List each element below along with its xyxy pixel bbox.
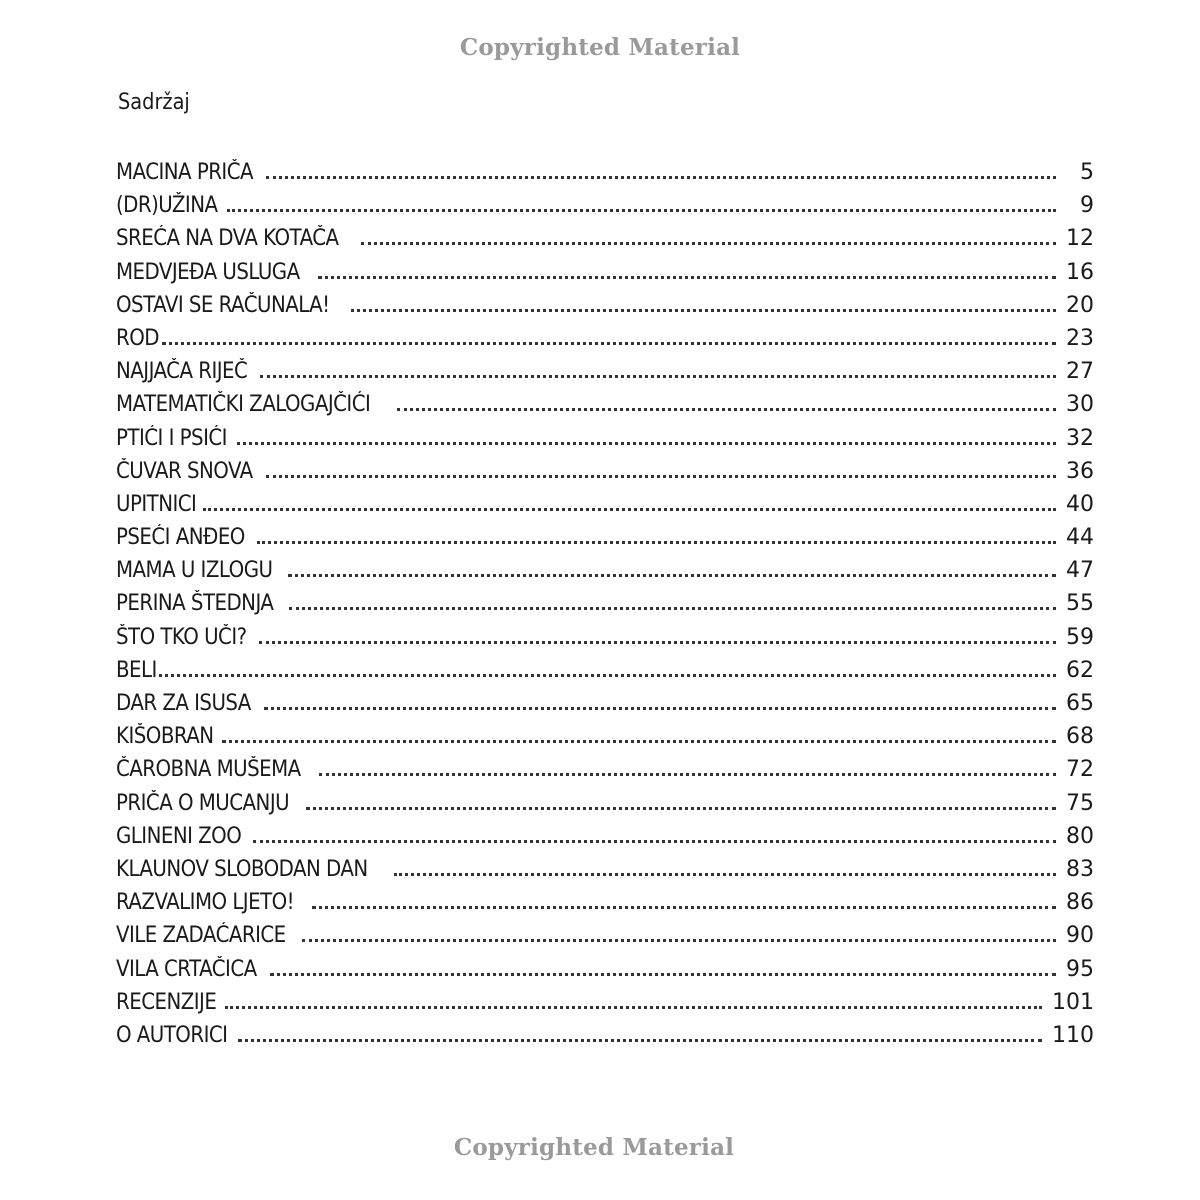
- dot-leader: [253, 840, 1056, 843]
- toc-entry-page-number: 12: [1066, 226, 1094, 252]
- toc-entry-page-number: 23: [1066, 325, 1094, 351]
- dot-leader: [270, 973, 1056, 976]
- toc-entry-page-number: 30: [1066, 392, 1094, 418]
- toc-entry: [116, 820, 1094, 853]
- toc-entry-title: RAZVALIMO LJETO!: [116, 890, 295, 916]
- toc-entry: [116, 554, 1094, 587]
- toc-entry: [116, 488, 1094, 521]
- dot-leader: [259, 641, 1056, 644]
- copyright-watermark-top: Copyrighted Material: [459, 34, 741, 61]
- dot-leader: [162, 342, 1056, 345]
- toc-entry-title: ŠTO TKO UČI?: [116, 624, 247, 650]
- toc-entry-page-number: 68: [1066, 724, 1094, 750]
- dot-leader: [318, 276, 1056, 279]
- toc-entry-page-number: 36: [1066, 458, 1094, 484]
- dot-leader: [238, 1039, 1042, 1042]
- toc-entry: [116, 919, 1094, 952]
- toc-entry: [116, 986, 1094, 1019]
- toc-entry-title: PRIČA O MUCANJU: [116, 790, 290, 816]
- toc-entry: [116, 621, 1094, 654]
- toc-entry: [116, 189, 1094, 222]
- dot-leader: [397, 408, 1056, 411]
- toc-entry-page-number: 62: [1066, 657, 1094, 683]
- toc-entry-title: RECENZIJE: [116, 989, 217, 1015]
- dot-leader: [351, 309, 1056, 312]
- toc-entry-page-number: 75: [1066, 790, 1094, 816]
- toc-entry-page-number: 27: [1066, 359, 1094, 385]
- toc-entry-title: VILE ZADAĆARICE: [116, 923, 286, 949]
- toc-entry: [116, 156, 1094, 189]
- toc-entry-title: UPITNICI: [116, 491, 197, 517]
- toc-entry-title: DAR ZA ISUSA: [116, 691, 251, 716]
- toc-entry-title: PERINA ŠTEDNJA: [116, 591, 274, 617]
- toc-entry: [116, 853, 1094, 886]
- toc-entry-page-number: 16: [1066, 259, 1094, 285]
- toc-entry-title: SREĆA NA DVA KOTAČA: [116, 226, 339, 252]
- toc-entry: [116, 388, 1094, 421]
- dot-leader: [361, 242, 1056, 245]
- toc-entry-page-number: 9: [1080, 193, 1094, 219]
- toc-entry: [116, 222, 1094, 255]
- toc-entry-page-number: 47: [1066, 558, 1094, 584]
- copyright-watermark-bottom: Copyrighted Material: [453, 1134, 735, 1161]
- toc-entry-page-number: 55: [1066, 591, 1094, 617]
- dot-leader: [319, 773, 1056, 776]
- toc-entry-title: ČUVAR SNOVA: [116, 458, 253, 484]
- dot-leader: [306, 807, 1056, 810]
- toc-entry-page-number: 72: [1066, 757, 1094, 783]
- toc-entry-page-number: 59: [1066, 624, 1094, 650]
- toc-entry: [116, 256, 1094, 289]
- toc-entry: [116, 654, 1094, 687]
- toc-entry-title: MEDVJEĐA USLUGA: [116, 259, 300, 285]
- toc-entry-title: PTIĆI I PSIĆI: [116, 425, 227, 451]
- dot-leader: [203, 508, 1056, 511]
- toc-entry: [116, 422, 1094, 455]
- toc-entry-page-number: 110: [1052, 1022, 1094, 1048]
- dot-leader: [289, 607, 1056, 610]
- toc-entry-title: PSEĆI ANĐEO: [116, 525, 245, 551]
- toc-entry: [116, 289, 1094, 322]
- toc-entry-page-number: 90: [1066, 923, 1094, 949]
- toc-entry-page-number: 101: [1052, 989, 1094, 1015]
- table-of-contents: [116, 156, 1094, 1052]
- toc-entry: [116, 753, 1094, 786]
- toc-entry-page-number: 20: [1066, 292, 1094, 318]
- dot-leader: [260, 375, 1056, 378]
- toc-heading: Sadržaj: [118, 90, 190, 115]
- toc-entry-title: KLAUNOV SLOBODAN DAN: [116, 856, 368, 882]
- toc-entry-page-number: 86: [1066, 890, 1094, 916]
- toc-entry-page-number: 65: [1066, 691, 1094, 716]
- toc-entry: [116, 953, 1094, 986]
- toc-entry-title: OSTAVI SE RAČUNALA!: [116, 292, 330, 318]
- toc-entry: [116, 1019, 1094, 1052]
- toc-entry-title: KIŠOBRAN: [116, 724, 214, 750]
- dot-leader: [266, 475, 1056, 478]
- toc-entry-title: ČAROBNA MUŠEMA: [116, 757, 301, 783]
- toc-entry-page-number: 80: [1066, 823, 1094, 849]
- dot-leader: [302, 939, 1056, 942]
- toc-entry-page-number: 32: [1066, 425, 1094, 451]
- toc-entry-page-number: 83: [1066, 856, 1094, 882]
- toc-entry-page-number: 40: [1066, 491, 1094, 517]
- toc-entry-title: (DR)UŽINA: [116, 193, 218, 219]
- toc-entry-page-number: 5: [1080, 160, 1094, 185]
- toc-entry: [116, 587, 1094, 620]
- dot-leader: [264, 707, 1056, 710]
- toc-entry: [116, 787, 1094, 820]
- toc-entry: [116, 720, 1094, 753]
- toc-entry-title: MACINA PRIČA: [116, 160, 254, 185]
- dot-leader: [222, 740, 1056, 743]
- toc-entry-page-number: 95: [1066, 956, 1094, 982]
- toc-entry-title: ROD: [116, 325, 159, 351]
- toc-entry-title: GLINENI ZOO: [116, 823, 242, 849]
- toc-entry: [116, 687, 1094, 720]
- toc-entry-title: NAJJAČA RIJEČ: [116, 359, 248, 385]
- toc-entry-title: BELI: [116, 657, 157, 683]
- toc-entry-title: O AUTORICI: [116, 1022, 228, 1048]
- dot-leader: [257, 541, 1056, 544]
- toc-entry: [116, 322, 1094, 355]
- dot-leader: [288, 574, 1056, 577]
- toc-entry: [116, 521, 1094, 554]
- dot-leader: [225, 1006, 1042, 1009]
- dot-leader: [266, 176, 1056, 179]
- dot-leader: [394, 873, 1056, 876]
- toc-entry-page-number: 44: [1066, 525, 1094, 551]
- toc-entry: [116, 355, 1094, 388]
- toc-entry: [116, 455, 1094, 488]
- dot-leader: [237, 442, 1056, 445]
- toc-entry-title: VILA CRTAČICA: [116, 956, 257, 982]
- toc-entry: [116, 886, 1094, 919]
- dot-leader: [227, 209, 1056, 212]
- toc-entry-title: MATEMATIČKI ZALOGAJČIĆI: [116, 392, 371, 418]
- dot-leader: [159, 674, 1056, 677]
- toc-entry-title: MAMA U IZLOGU: [116, 558, 273, 584]
- dot-leader: [312, 906, 1056, 909]
